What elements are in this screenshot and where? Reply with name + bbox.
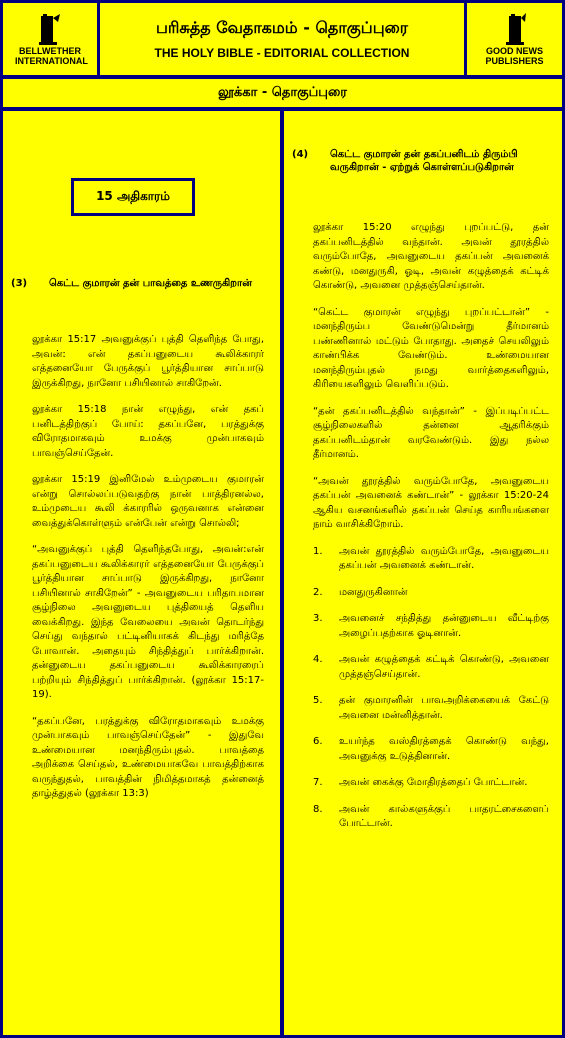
- paragraph: லூக்கா 15:19 இனிமேல் உம்முடைய குமாரன் என்று சொல்லப்படுவதற்கு நான் பாத்திரனல்ல, உம்முடைய கூலி க்காரரில் ஒருவனாக என்னை வைத்துக்கொள்ளும் என்பேன் என்று சொல்லி;: [32, 474, 264, 529]
- good-news-logo: [467, 3, 562, 75]
- list-number: 5.: [313, 695, 323, 706]
- header-title-english: THE HOLY BIBLE - EDITORIAL COLLECTION: [154, 46, 410, 60]
- paragraph: லூக்கா 15:18 நான் எழுந்து, என் தகப் பனிடத்திற்குப் போய்: தகப்பனே, பரத்துக்கு விரோதமாகவும் உமக்கு முன்பாகவும் பாவஞ்செய்தேன்.: [32, 404, 264, 459]
- section-heading-text: கெட்ட குமாரன் தன் தகப்பனிடம் திரும்பி வருகிறான் - ஏற்றுக் கொள்ளப்படுகிறான்: [330, 149, 518, 173]
- right-column: [284, 111, 562, 1035]
- list-number: 6.: [313, 736, 323, 747]
- list-item: [313, 653, 549, 682]
- scribe-icon: [38, 12, 62, 46]
- paragraph: லூக்கா 15:20 எழுந்து புறப்பட்டு, தன் தகப்பனிடத்தில் வந்தான். அவன் தூரத்தில் வரும்போதே, அவனுடைய தகப்பன் அவனைக் கண்டு, மனதுருகி, ஓடி, அவன் கழுத்தைக் கட்டிக் கொண்டு, அவனை முத்தஞ்செய்தான்.: [313, 222, 549, 291]
- left-body: [32, 333, 264, 1033]
- numbered-list: [313, 545, 549, 832]
- list-item: [313, 735, 549, 764]
- list-text: அவன் தூரத்தில் வரும்போதே, அவனுடைய தகப்பன் அவனைக் கண்டான்.: [339, 545, 549, 571]
- section-heading: [292, 148, 554, 174]
- paragraph: “தகப்பனே, பரத்துக்கு விரோதமாகவும் உமக்கு முன்பாகவும் பாவஞ்செய்தேன்” - இதுவே உண்மையான மனந்திரும்புதல். பாவத்தை அறிக்கை செய்தல், உண்மையாகவே பாவத்திற்காக வருந்துதல், பாவத்தின் நிமித்தமாகத் தன்னைத் தாழ்த்துதல் (லூக்கா 13:3): [32, 715, 264, 799]
- list-text: உயர்ந்த வஸ்திரத்தைக் கொண்டு வந்து, அவனுக்கு உடுத்தினான்.: [339, 736, 549, 762]
- paragraph: “கெட்ட குமாரன் எழுந்து புறப்பட்டான்” - மனந்திரும்ப வேண்டுமென்று தீர்மானம் பண்ணினால் மட்டும் போதாது. அதைச் செயலிலும் காண்பிக்க வேண்டும். உண்மையான மனந்திரும்புதல் நமது வார்த்தைகளிலும், கிரியைகளிலும் வெளிப்படும்.: [313, 306, 549, 390]
- sub-header: [3, 79, 562, 107]
- left-section-heading-wrap: [11, 277, 273, 290]
- list-number: 4.: [313, 654, 323, 665]
- bellwether-logo-text: BELLWETHER INTERNATIONAL: [15, 46, 88, 66]
- list-number: 2.: [313, 586, 323, 598]
- list-text: அவன் கைக்கு மோதிரத்தைப் போட்டான்.: [339, 777, 528, 788]
- left-column: [3, 111, 280, 1035]
- list-item: [313, 612, 549, 641]
- right-section-heading-wrap: [292, 148, 554, 174]
- sub-header-title: லூக்கா - தொகுப்புரை: [218, 85, 347, 100]
- page-header: [100, 3, 464, 75]
- list-text: மனதுருகினான்: [339, 586, 408, 598]
- header-title-tamil: பரிசுத்த வேதாகமம் - தொகுப்புரை: [155, 18, 409, 37]
- list-text: தன் குமாரனின் பாவஅறிக்கையைக் கேட்டு அவனை மன்னித்தான்.: [339, 695, 549, 721]
- list-text: அவன் கழுத்தைக் கட்டிக் கொண்டு, அவனை முத்தஞ்செய்தான்.: [339, 654, 549, 680]
- paragraph: “அவன் தூரத்தில் வரும்போதே, அவனுடைய தகப்பன் அவனைக் கண்டான்” - லூக்கா 15:20-24 ஆகிய வசனங்களில் தகப்பன் செய்த காரியங்களை நாம் வாசிக்கிறோம்.: [313, 475, 549, 530]
- section-number: (4): [292, 149, 309, 160]
- list-number: 8.: [313, 803, 323, 815]
- paragraph: “அவனுக்குப் புத்தி தெளிந்தபோது, அவன்:என் தகப்பனுடைய கூலிக்காரர் எத்தனையோ பேருக்குப் பூர்த்தியான சாப்பாடு இருக்கிறது, நானோ பசியினால் சாகிறேன்” - அவனுடைய பரிதாபமான சூழ்நிலை அவனுடைய புத்தியைத் தெளிய வைக்கிறது. இந்த வேலையை அவன் தொடர்ந்து செய்து வந்தால் பட்டினியாகக் கிடந்து மரித்தே போவான். அதையும் சிந்தித்துப் பார்க்கிறான். தன்னுடைய தகப்பனுடைய கூலிக்காரரைப் பற்றியும் சிந்தித்துப் பார்க்கிறான். (லூக்கா 15:17-19).: [32, 544, 264, 700]
- list-number: 7.: [313, 777, 323, 788]
- list-item: [313, 586, 549, 601]
- good-news-logo-text: GOOD NEWS PUBLISHERS: [485, 46, 544, 66]
- section-heading-text: கெட்ட குமாரன் தன் பாவத்தை உணருகிறான்: [49, 278, 252, 289]
- list-number: 1.: [313, 545, 323, 557]
- list-item: [313, 545, 549, 574]
- list-text: அவன் கால்களுக்குப் பாதரட்சைகளைப் போட்டான்.: [339, 803, 549, 829]
- list-number: 3.: [313, 613, 323, 624]
- list-item: [313, 694, 549, 723]
- section-heading: [11, 277, 273, 290]
- scribe-icon: [503, 12, 527, 46]
- section-number: (3): [11, 278, 28, 289]
- paragraph: லூக்கா 15:17 அவனுக்குப் புத்தி தெளிந்த போது, அவன்: என் தகப்பனுடைய கூலிக்காரர் எத்தனையோ பேருக்குப் பூர்த்தியான சாப்பாடு இருக்கிறது, நானோ பசியினால் சாகிறேன்.: [32, 334, 264, 389]
- right-body: [313, 221, 549, 1031]
- bellwether-logo: [3, 3, 97, 75]
- list-text: அவனைச் சந்தித்து தன்னுடைய வீட்டிற்கு அழைப்பதற்காக ஓடினான்.: [339, 613, 549, 639]
- list-item: [313, 803, 549, 832]
- paragraph: “தன் தகப்பனிடத்தில் வந்தான்” - இப்படிப்பட்ட சூழ்நிலைகளில் தன்னை ஆதரிக்கும் தகப்பனிடம்தான் வரவேண்டும். இது நல்ல தீர்மானம்.: [313, 405, 549, 460]
- chapter-label: 15 அதிகாரம்: [71, 178, 195, 216]
- list-item: [313, 776, 549, 791]
